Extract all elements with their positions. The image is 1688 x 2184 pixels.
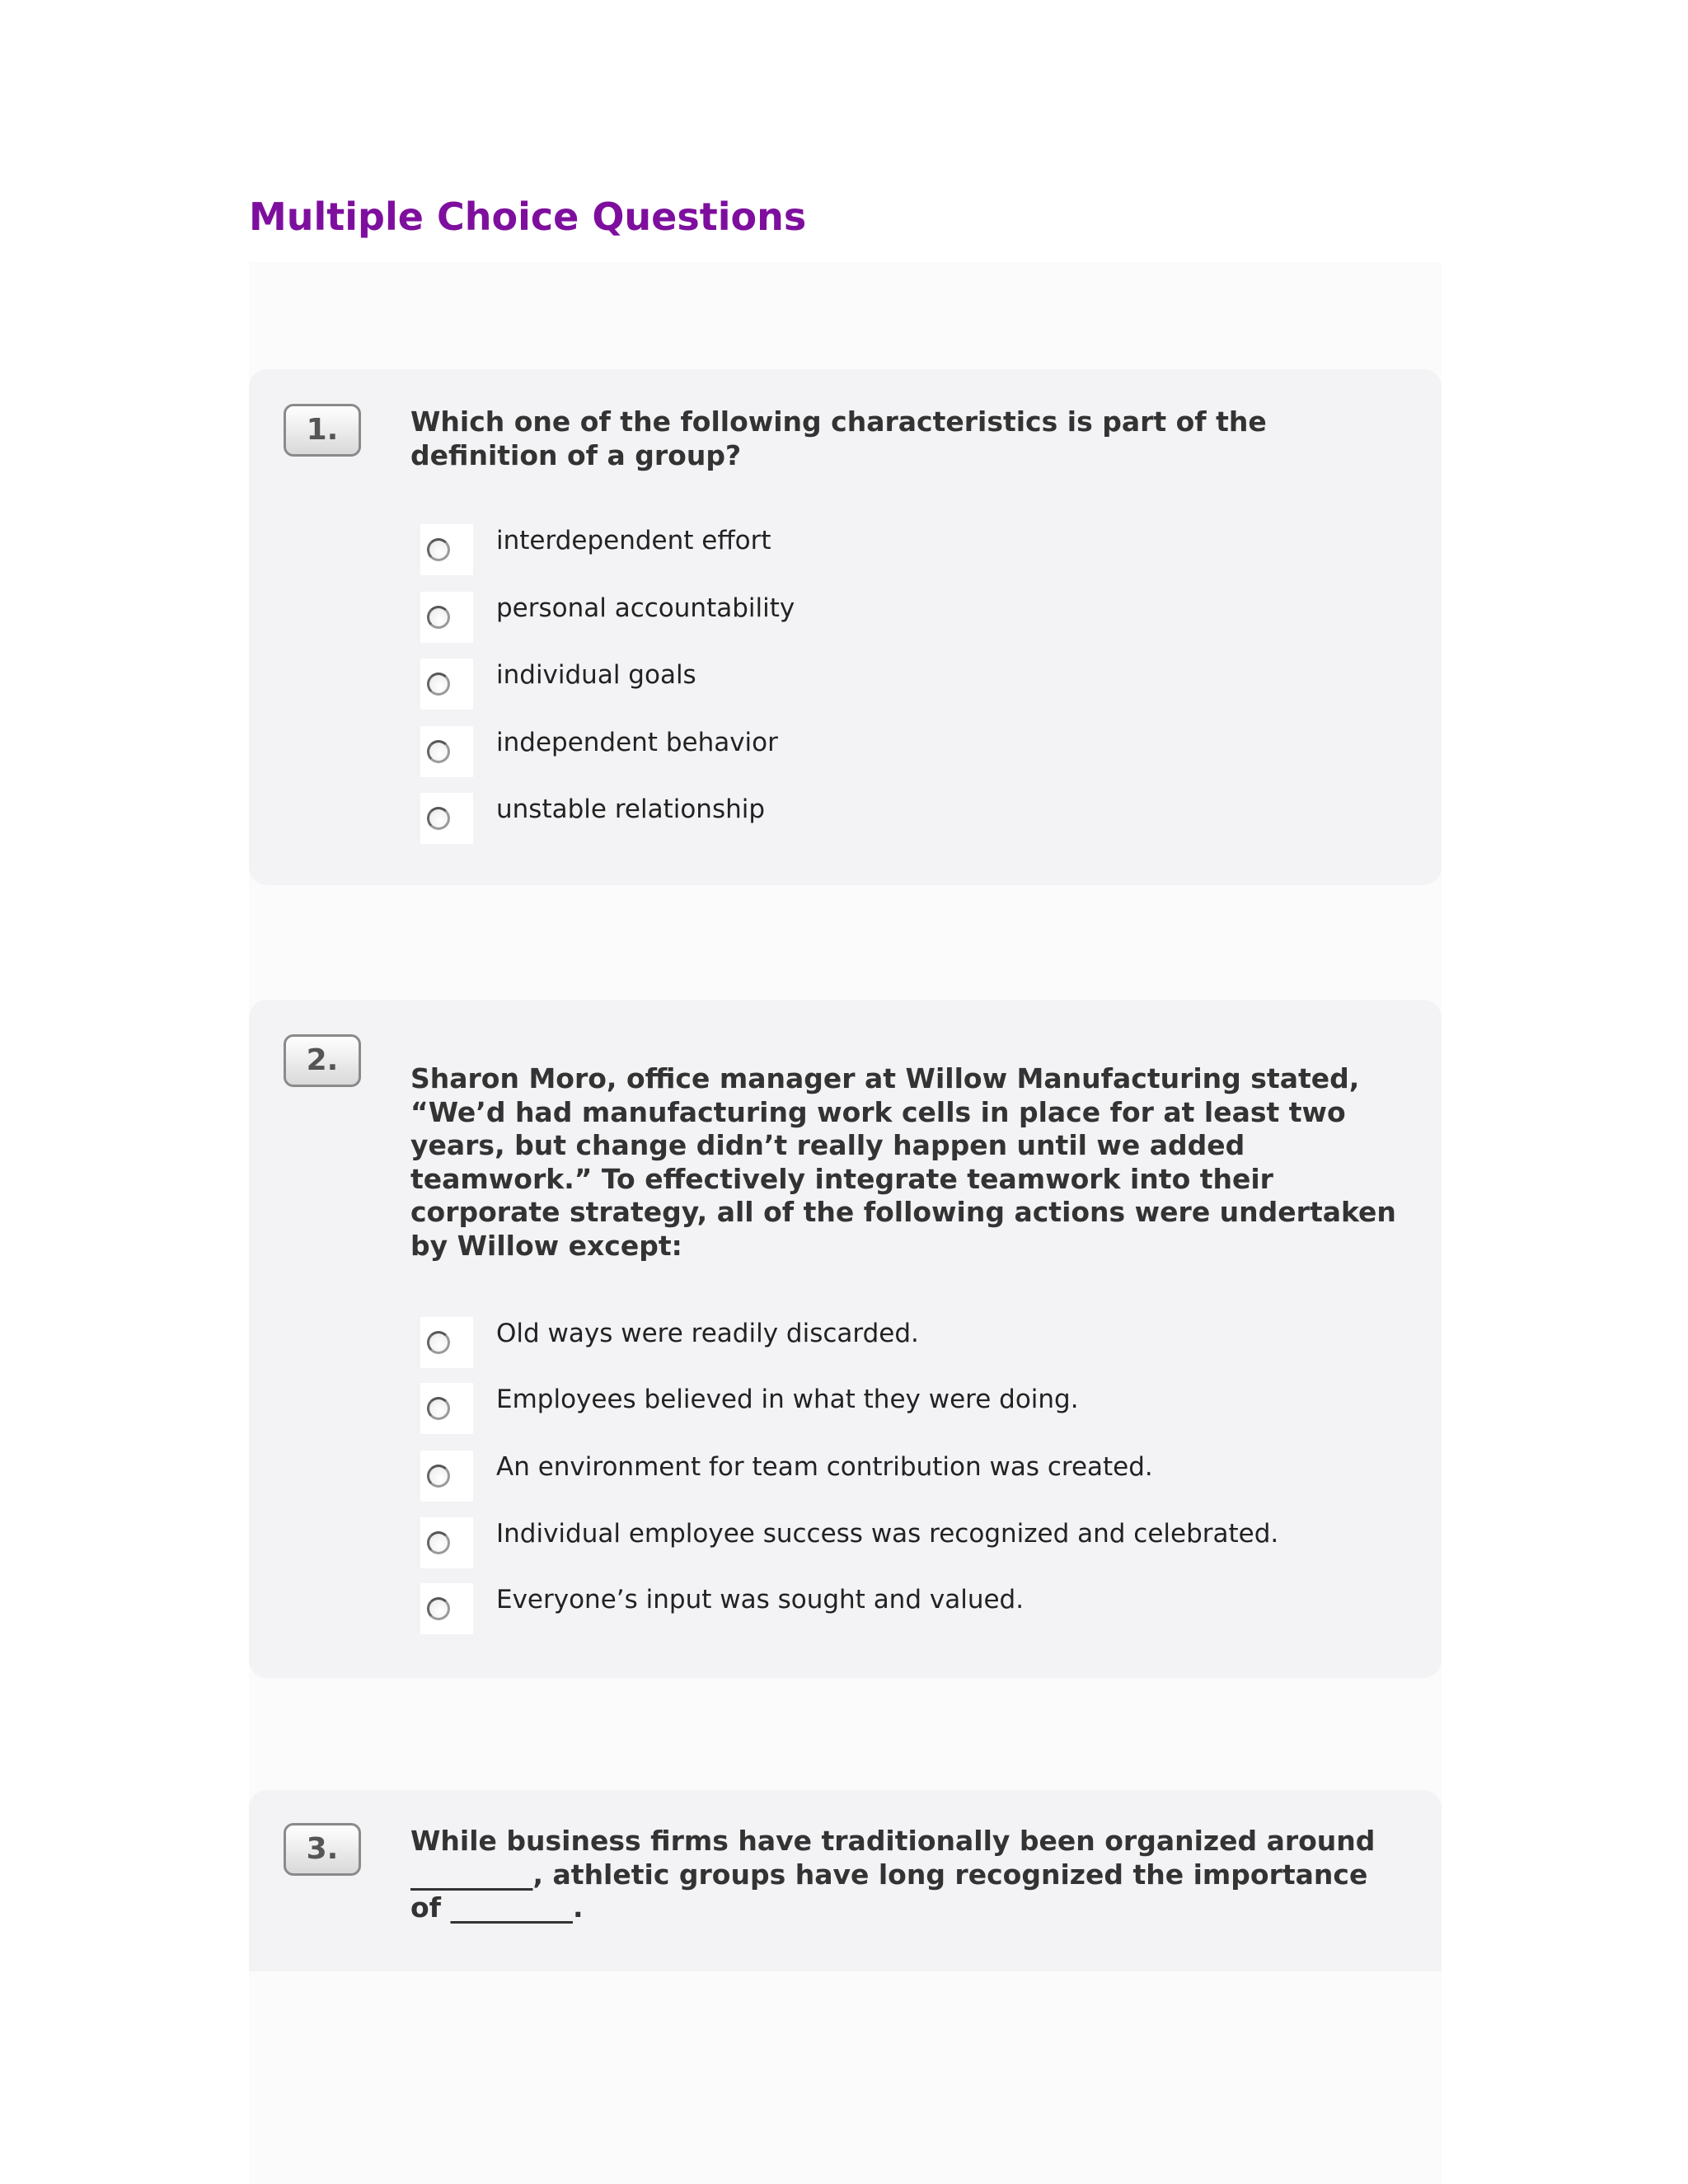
answer-option-label[interactable]: Old ways were readily discarded. xyxy=(496,1319,919,1348)
radio-button[interactable] xyxy=(420,1317,473,1368)
question-line: definition of a group? xyxy=(410,438,742,471)
answer-option[interactable] xyxy=(420,1451,1409,1502)
answer-option-label[interactable]: Everyone’s input was sought and valued. xyxy=(496,1585,1025,1615)
question-number-badge: 1. xyxy=(284,404,361,457)
question-line: Which one of the following characteristics is part of the xyxy=(410,405,1267,438)
question-line: corporate strategy, all of the following actions were undertaken xyxy=(410,1196,1396,1228)
question-number-badge: 2. xyxy=(284,1034,361,1087)
page-title: Multiple Choice Questions xyxy=(249,194,807,239)
question-card-3 xyxy=(249,1790,1442,1971)
radio-button[interactable] xyxy=(420,658,473,710)
answer-option-label[interactable]: personal accountability xyxy=(496,593,795,623)
answer-option[interactable] xyxy=(420,592,1409,643)
answer-option-label[interactable]: interdependent effort xyxy=(496,526,771,555)
radio-button-icon[interactable] xyxy=(427,673,450,696)
question-line: teamwork.” To effectively integrate teamwork into their xyxy=(410,1162,1273,1195)
question-line: “We’d had manufacturing work cells in place for at least two xyxy=(410,1095,1346,1128)
radio-button-icon[interactable] xyxy=(427,1597,450,1620)
question-line: by Willow except: xyxy=(410,1229,682,1262)
answer-option[interactable] xyxy=(420,1583,1409,1634)
answer-option-label[interactable]: independent behavior xyxy=(496,728,778,757)
question-line: years, but change didn’t really happen until we added xyxy=(410,1129,1245,1161)
answer-option[interactable] xyxy=(420,1317,1409,1368)
question-card-2 xyxy=(249,1000,1442,1678)
answer-option[interactable] xyxy=(420,726,1409,777)
radio-button-icon[interactable] xyxy=(427,1531,450,1554)
question-text xyxy=(410,1825,1416,1925)
answer-option-label[interactable]: Individual employee success was recognized and celebrated. xyxy=(496,1519,1279,1549)
answer-option[interactable] xyxy=(420,1383,1409,1434)
answer-option-label[interactable]: An environment for team contribution was created. xyxy=(496,1452,1153,1482)
question-line: While business firms have traditionally been organized around xyxy=(410,1825,1376,1857)
radio-button-icon[interactable] xyxy=(427,1465,450,1488)
radio-button[interactable] xyxy=(420,524,473,575)
question-text xyxy=(410,405,1416,472)
answer-option-label[interactable]: Employees believed in what they were doing. xyxy=(496,1385,1079,1414)
radio-button-icon[interactable] xyxy=(427,807,450,830)
radio-button-icon[interactable] xyxy=(427,606,450,629)
radio-button[interactable] xyxy=(420,1383,473,1434)
radio-button-icon[interactable] xyxy=(427,740,450,763)
radio-button-icon[interactable] xyxy=(427,1331,450,1354)
radio-button[interactable] xyxy=(420,1451,473,1502)
radio-button-icon[interactable] xyxy=(427,538,450,561)
question-text xyxy=(410,1062,1416,1263)
radio-button[interactable] xyxy=(420,1517,473,1568)
radio-button[interactable] xyxy=(420,1583,473,1634)
radio-button[interactable] xyxy=(420,726,473,777)
answer-option[interactable] xyxy=(420,658,1409,710)
answer-option-label[interactable]: individual goals xyxy=(496,660,696,690)
radio-button[interactable] xyxy=(420,793,473,844)
radio-button-icon[interactable] xyxy=(427,1397,450,1420)
question-card-1 xyxy=(249,369,1442,885)
answer-option-label[interactable]: unstable relationship xyxy=(496,794,766,824)
question-line: Sharon Moro, office manager at Willow Manufacturing stated, xyxy=(410,1062,1360,1094)
answer-option[interactable] xyxy=(420,524,1409,575)
question-number-badge: 3. xyxy=(284,1823,361,1876)
answer-option[interactable] xyxy=(420,1517,1409,1568)
radio-button[interactable] xyxy=(420,592,473,643)
question-line: of _________. xyxy=(410,1891,584,1924)
question-line: _________, athletic groups have long recognized the importance xyxy=(410,1858,1368,1891)
answer-option[interactable] xyxy=(420,793,1409,844)
